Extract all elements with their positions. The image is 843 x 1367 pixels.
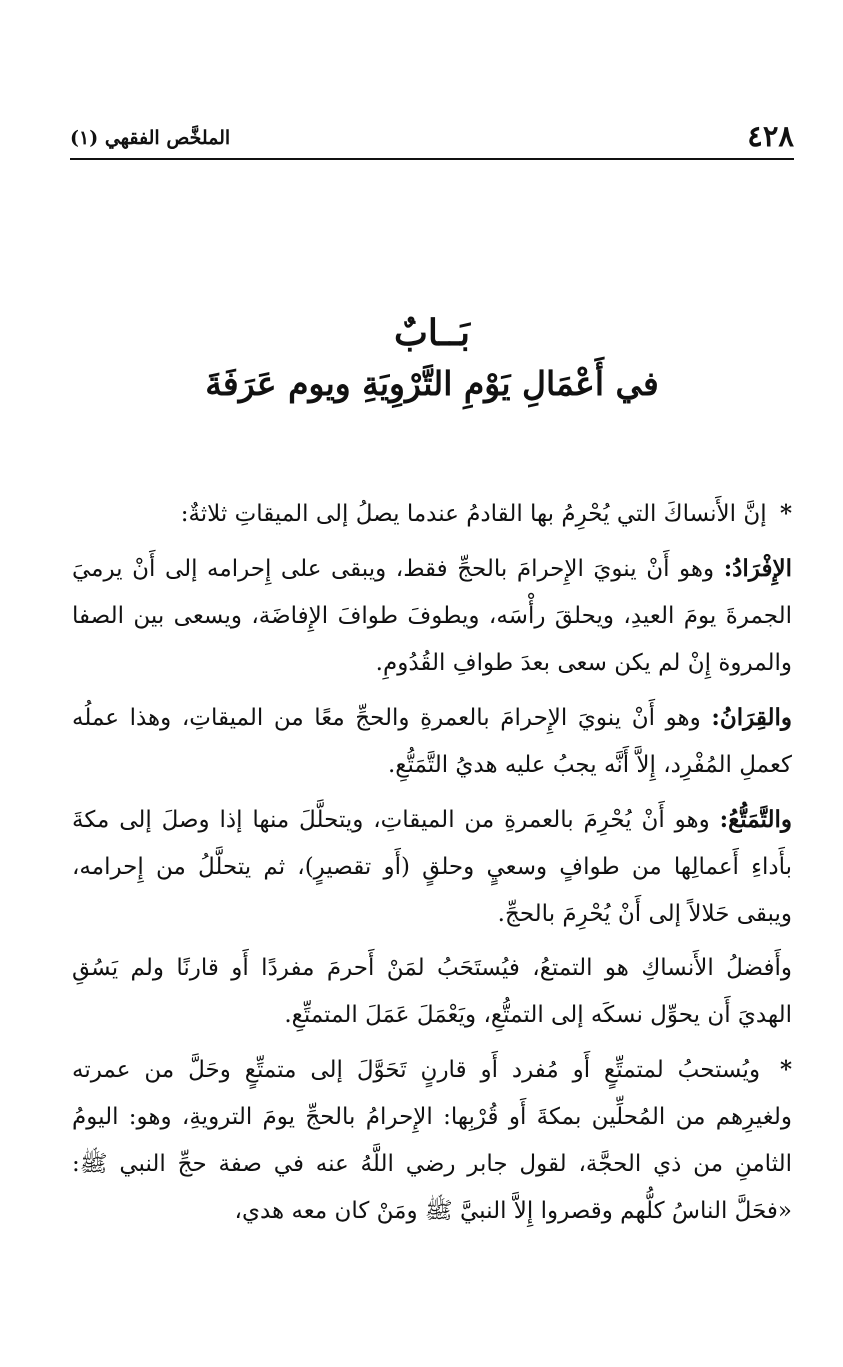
paragraph-text: وهو أَنْ ينويَ الإِحرامَ بالعمرةِ والحجِّ معًا من الميقاتِ، وهذا عملُه كعملِ المُفْرِد، إِلاَّ أَنَّه يجبُ عليه هديُ التَّمَتُّعِ. xyxy=(72,705,792,778)
chapter-label: بَــابٌ xyxy=(394,312,470,354)
paragraph-best-nusuk xyxy=(72,945,792,1039)
paragraph-text: إنَّ الأَنساكَ التي يُحْرِمُ بها القادمُ عندما يصلُ إلى الميقاتِ ثلاثةٌ: xyxy=(180,501,767,527)
bullet-marker: * xyxy=(779,500,792,527)
page-number: ٤٢٨ xyxy=(747,119,794,153)
chapter-title: في أَعْمَالِ يَوْمِ التَّرْوِيَةِ ويوم عَرَفَةَ xyxy=(205,364,659,403)
chapter-heading xyxy=(70,308,794,410)
paragraph-text: ويُستحبُ لمتمتِّعٍ أَو مُفرد أَو قارنٍ تَحَوَّلَ إلى متمتِّعٍ وحَلَّ من عمرته ولغيرِهم من المُحلِّين بمكةَ أَو قُرْبِها: الإِحرامُ بالحجِّ يومَ الترويةِ، وهو: اليومُ الثامنِ من ذي الحجَّة، لقول جابر رضي اللَّهُ عنه في صفة حجِّ النبي ﷺ: «فحَلَّ الناسُ كلُّهم وقصروا إِلاَّ النبيَّ ﷺ ومَنْ كان معه هدي، xyxy=(72,1057,792,1224)
body-text xyxy=(72,490,792,1242)
paragraph-tamattu xyxy=(72,796,792,938)
term-ifrad: الإِفْرَادُ: xyxy=(723,555,793,582)
running-title: الملخَّص الفقهي (١) xyxy=(70,127,231,149)
paragraph-qiran xyxy=(72,694,792,789)
paragraph-tarwiyah xyxy=(72,1046,792,1235)
bullet-marker: * xyxy=(779,1056,792,1083)
term-tamattu: والتَّمَتُّعُ: xyxy=(719,806,792,833)
term-qiran: والقِرَانُ: xyxy=(711,704,792,731)
page-header xyxy=(70,118,794,160)
paragraph-text: وأَفضلُ الأَنساكِ هو التمتعُ، فيُستَحَبُ لمَنْ أَحرمَ مفردًا أَو قارنًا ولم يَسُقِ الهديَ أَن يحوِّل نسكَه إلى التمتُّعِ، ويَعْمَلَ عَمَلَ المتمتِّعِ. xyxy=(72,955,792,1028)
paragraph-text: وهو أَنْ يُحْرِمَ بالعمرةِ من الميقاتِ، ويتحلَّلَ منها إذا وصلَ إلى مكةَ بأَداءِ أَعمالِها من طوافٍ وسعيٍ وحلقٍ (أَو تقصيرٍ)، ثم يتحلَّلُ من إِحرامه، ويبقى حَلالاً إلى أَنْ يُحْرِمَ بالحجِّ. xyxy=(72,807,792,927)
paragraph-text: وهو أَنْ ينويَ الإِحرامَ بالحجِّ فقط، ويبقى على إِحرامه إلى أَنْ يرميَ الجمرةَ يومَ العيدِ، ويحلقَ رأْسَه، ويطوفَ طوافَ الإِفاضَة، ويسعى بين الصفا والمروة إِنْ لم يكن سعى بعدَ طوافِ القُدُومِ. xyxy=(72,556,792,676)
paragraph-intro xyxy=(72,490,792,538)
paragraph-ifrad xyxy=(72,545,792,687)
